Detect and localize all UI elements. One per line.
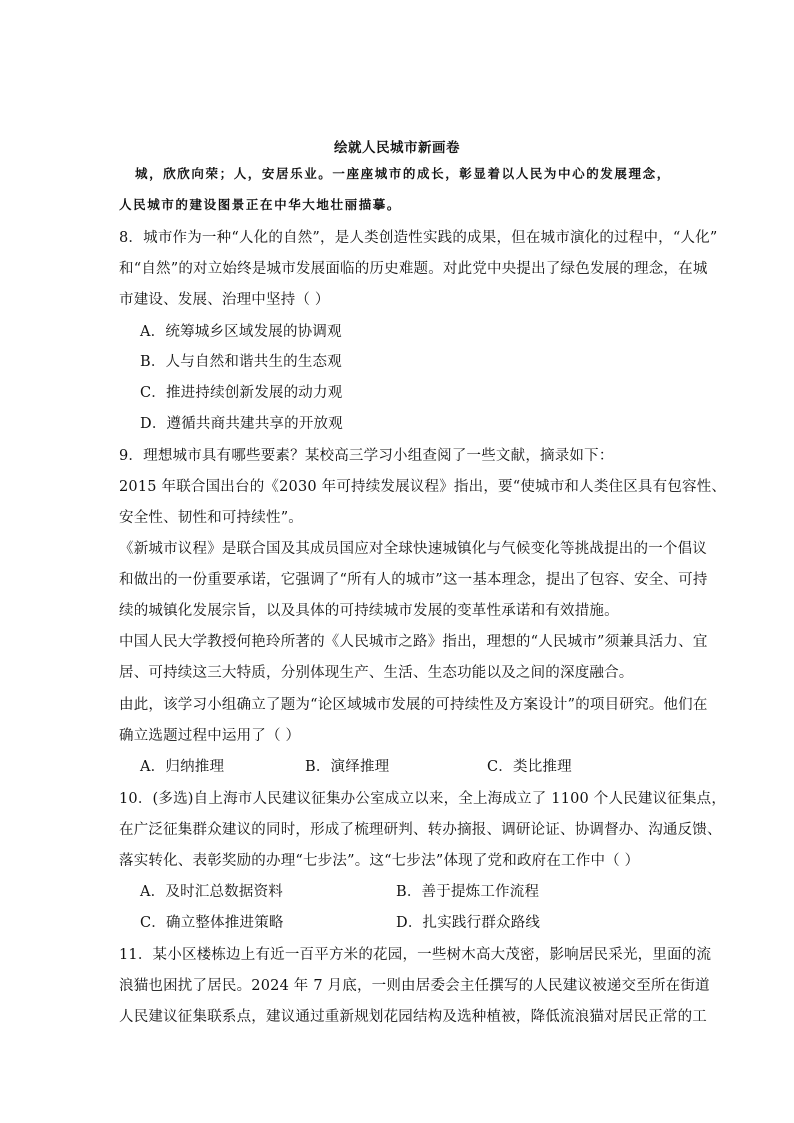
q9-stem-line: 安全性、韧性和可持续性”。 [119,510,304,526]
q9-stem-line: 2015 年联合国出台的《2030 年可持续发展议程》指出，要“使城市和人类住区具有包容性、 [119,479,727,495]
q10-option-c: C．确立整体推进策略 [140,915,284,931]
q8-option-a: A．统筹城乡区域发展的协调观 [140,324,342,340]
q9-stem-line: 中国人民大学教授何艳玲所著的《人民城市之路》指出，理想的“人民城市”须兼具活力、宜 [119,634,708,650]
q8-option-b: B．人与自然和谐共生的生态观 [140,354,342,370]
q10-stem-line: 10．(多选)自上海市人民建议征集办公室成立以来，全上海成立了 1100 个人民建议征集点， [119,791,727,807]
q8-option-d: D．遵循共商共建共享的开放观 [140,416,343,432]
q8-stem-line: 和“自然”的对立始终是城市发展面临的历史难题。对此党中央提出了绿色发展的理念，在城 [119,261,708,277]
q9-stem-line: 和做出的一份重要承诺，它强调了“所有人的城市”这一基本理念，提出了包容、安全、可持 [119,572,708,588]
section-intro-line: 人民城市的建设图景正在中华大地壮丽描摹。 [119,197,402,212]
q9-option-a: A．归纳推理 [140,759,225,775]
q9-option-c: C．类比推理 [487,759,572,775]
section-title: 绘就人民城市新画卷 [334,140,460,156]
section-intro-line: 城，欣欣向荣；人，安居乐业。一座座城市的成长，彰显着以人民为中心的发展理念， [135,166,671,181]
q9-option-b: B．演绎推理 [305,759,390,775]
q10-option-a: A．及时汇总数据资料 [140,884,283,900]
q11-stem-line: 浪猫也困扰了居民。2024 年 7 月底，一则由居委会主任撰写的人民建议被递交至所在街道 [119,978,710,994]
q10-option-d: D．扎实践行群众路线 [396,915,541,931]
q8-option-c: C．推进持续创新发展的动力观 [140,385,343,401]
q11-stem-line: 11．某小区楼栋边上有近一百平方米的花园，一些树木高大茂密，影响居民采光，里面的流 [119,947,712,963]
q10-stem-line: 在广泛征集群众建议的同时，形成了梳理研判、转办摘报、调研论证、协调督办、沟通反馈、 [119,822,722,838]
q8-stem-line: 市建设、发展、治理中坚持（ ） [119,292,330,308]
q8-stem-line: 8．城市作为一种“人化的自然”，是人类创造性实践的成果，但在城市演化的过程中，“人化” [119,230,718,246]
q9-stem-line: 由此，该学习小组确立了题为“论区域城市发展的可持续性及方案设计”的项目研究。他们在 [119,697,708,713]
q10-option-b: B．善于提炼工作流程 [396,884,540,900]
q9-stem-line: 《新城市议程》是联合国及其成员国应对全球快速城镇化与气候变化等挑战提出的一个倡议 [119,541,707,557]
q10-stem-line: 落实转化、表彰奖励的办理“七步法”。这“七步法”体现了党和政府在工作中（ ） [119,853,640,869]
q9-stem-line: 确立选题过程中运用了（ ） [119,728,301,744]
q11-stem-line: 人民建议征集联系点，建议通过重新规划花园结构及选种植被，降低流浪猫对居民正常的工 [119,1009,707,1025]
q9-stem-line: 9．理想城市具有哪些要素？某校高三学习小组查阅了一些文献，摘录如下： [119,448,614,464]
q9-stem-line: 续的城镇化发展宗旨，以及具体的可持续城市发展的变革性承诺和有效措施。 [119,603,619,619]
q9-stem-line: 居、可持续这三大特质，分别体现生产、生活、生态功能以及之间的深度融合。 [119,665,634,681]
